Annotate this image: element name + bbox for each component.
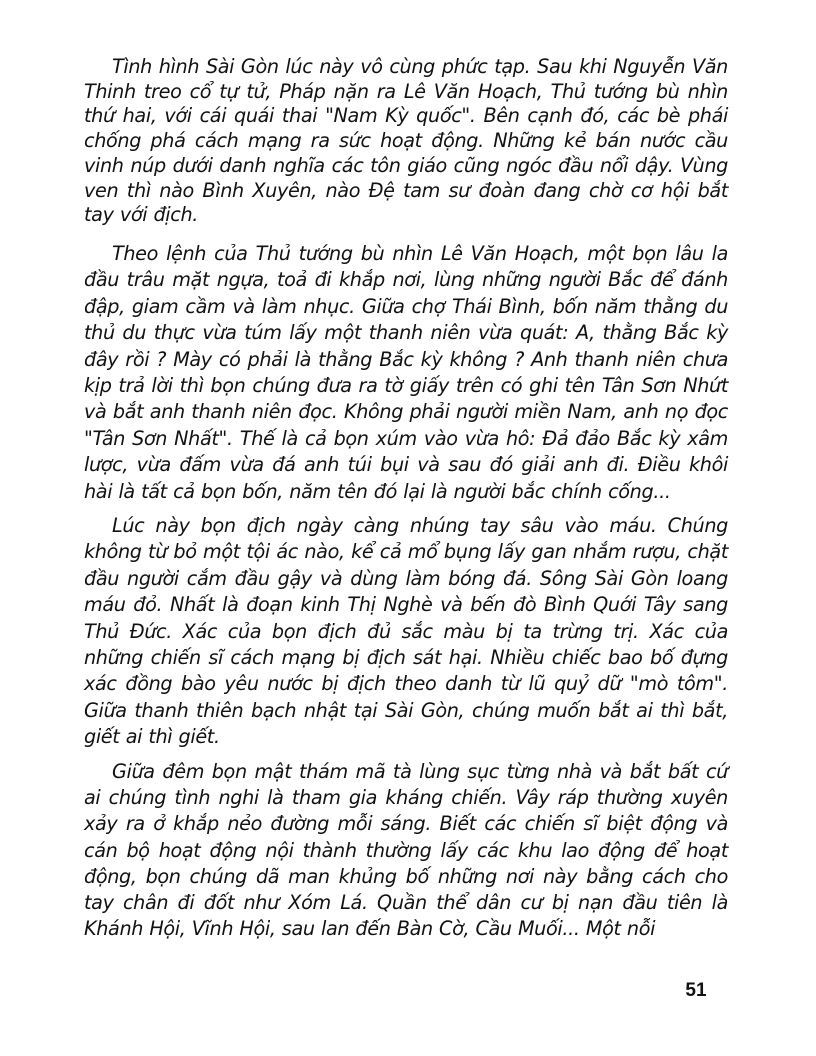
paragraph-2: Theo lệnh của Thủ tướng bù nhìn Lê Văn Hoạch, một bọn lâu la đầu trâu mặt ngựa, toả đi khắp nơi, lùng những người Bắc để đánh đập, giam cầm và làm nhục. Giữa chợ Thái Bình, bốn năm thằng du thủ du thực vừa túm lấy một thanh niên vừa quát: A, thằng Bắc kỳ đây rồi ? Mày có phải là thằng Bắc kỳ không ? Anh thanh niên chưa kịp trả lời thì bọn chúng đưa ra tờ giấy trên có ghi tên Tân Sơn Nhứt và bắt anh thanh niên đọc. Không phải người miền Nam, anh nọ đọc "Tân Sơn Nhất". Thế là cả bọn xúm vào vừa hô: Đả đảo Bắc kỳ xâm lược, vừa đấm vừa đá anh túi bụi và sau đó giải anh đi. Điều khôi hài là tất cả bọn bốn, năm tên đó lại là người bắc chính cống... (84, 241, 728, 503)
page-number: 51 (685, 980, 707, 1001)
paragraph-1: Tình hình Sài Gòn lúc này vô cùng phức tạp. Sau khi Nguyễn Văn Thinh treo cổ tự tử, Pháp nặn ra Lê Văn Hoạch, Thủ tướng bù nhìn thứ hai, với cái quái thai "Nam Kỳ quốc". Bên cạnh đó, các bè phái chống phá cách mạng ra sức hoạt động. Những kẻ bán nước cầu vinh núp dưới danh nghĩa các tôn giáo cũng ngóc đầu nổi dậy. Vùng ven thì nào Bình Xuyên, nào Đệ tam sư đoàn đang chờ cơ hội bắt tay với địch. (84, 55, 728, 227)
paragraph-3: Lúc này bọn địch ngày càng nhúng tay sâu vào máu. Chúng không từ bỏ một tội ác nào, kể cả mổ bụng lấy gan nhắm rượu, chặt đầu người cắm đầu gậy và dùng làm bóng đá. Sông Sài Gòn loang máu đỏ. Nhất là đoạn kinh Thị Nghè và bến đò Bình Quới Tây sang Thủ Đức. Xác của bọn địch đủ sắc màu bị ta trừng trị. Xác của những chiến sĩ cách mạng bị địch sát hại. Nhiều chiếc bao bố đựng xác đồng bào yêu nước bị địch theo danh từ lũ quỷ dữ "mò tôm". Giữa thanh thiên bạch nhật tại Sài Gòn, chúng muốn bắt ai thì bắt, giết ai thì giết. (84, 513, 728, 749)
body-text (84, 55, 728, 943)
paragraph-4: Giữa đêm bọn mật thám mã tà lùng sục từng nhà và bắt bất cứ ai chúng tình nghi là tham gia kháng chiến. Vây ráp thường xuyên xảy ra ở khắp nẻo đường mỗi sáng. Biết các chiến sĩ biệt động và cán bộ hoạt động nội thành thường lấy các khu lao động để hoạt động, bọn chúng dã man khủng bố những nơi này bằng cách cho tay chân đi đốt như Xóm Lá. Quần thể dân cư bị nạn đầu tiên là Khánh Hội, Vĩnh Hội, sau lan đến Bàn Cờ, Cầu Muối... Một nỗi (84, 759, 728, 941)
